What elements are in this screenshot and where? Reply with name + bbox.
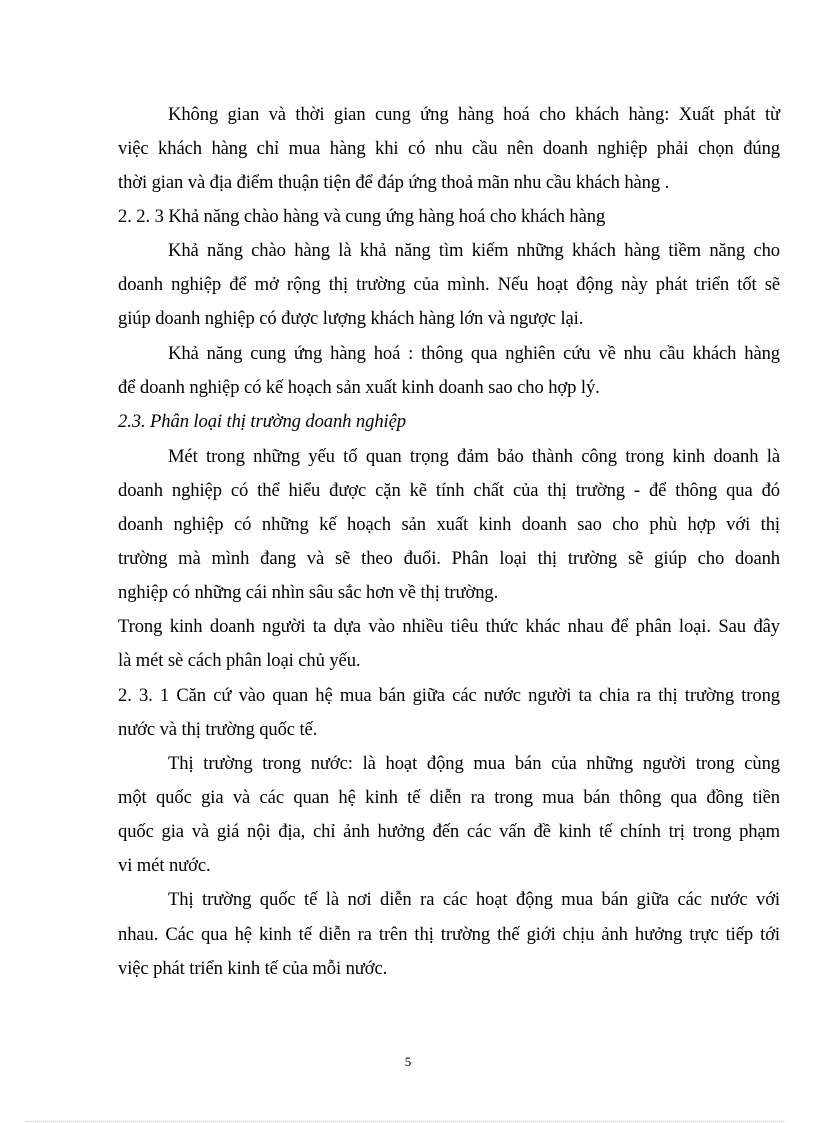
paragraph-line: nghiệp có những cái nhìn sâu sắc hơn về thị trường.	[118, 582, 499, 603]
paragraph-line: việc phát triển kinh tế của mỗi nước.	[118, 958, 388, 979]
paragraph-line: doanh nghiệp có những kế hoạch sản xuất kinh doanh sao cho phù hợp với thị	[118, 514, 780, 535]
paragraph-line: Thị trường trong nước: là hoạt động mua bán của những người trong cùng	[168, 753, 780, 774]
paragraph-line: Khả năng cung ứng hàng hoá : thông qua nghiên cứu về nhu cầu khách hàng	[168, 343, 780, 364]
paragraph-line: Mét trong những yếu tố quan trọng đảm bảo thành công trong kinh doanh là	[168, 446, 780, 467]
section-heading: 2.3. Phân loại thị trường doanh nghiệp	[118, 411, 406, 432]
section-heading: 2. 3. 1 Căn cứ vào quan hệ mua bán giữa các nước người ta chia ra thị trường trong	[118, 685, 780, 706]
page-footer-divider	[26, 1121, 786, 1122]
paragraph-line: một quốc gia và các quan hệ kinh tế diễn ra trong mua bán thông qua đồng tiền	[118, 787, 780, 808]
paragraph-line: giúp doanh nghiệp có được lượng khách hàng lớn và ngược lại.	[118, 308, 584, 329]
paragraph-line: Thị trường quốc tế là nơi diễn ra các hoạt động mua bán giữa các nước với	[168, 889, 780, 910]
paragraph-line: Không gian và thời gian cung ứng hàng hoá cho khách hàng: Xuất phát từ	[168, 104, 780, 125]
paragraph-line: doanh nghiệp để mở rộng thị trường của mình. Nếu hoạt động này phát triển tốt sẽ	[118, 274, 780, 295]
section-heading: 2. 2. 3 Khả năng chào hàng và cung ứng hàng hoá cho khách hàng	[118, 206, 606, 227]
paragraph-line: việc khách hàng chỉ mua hàng khi có nhu cầu nên doanh nghiệp phải chọn đúng	[118, 138, 780, 159]
paragraph-line: quốc gia và giá nội địa, chỉ ảnh hưởng đến các vấn đề kinh tế chính trị trong phạm	[118, 821, 780, 842]
paragraph-line: để doanh nghiệp có kế hoạch sản xuất kinh doanh sao cho hợp lý.	[118, 377, 600, 398]
paragraph-line: vi mét nước.	[118, 855, 211, 876]
paragraph-line: Trong kinh doanh người ta dựa vào nhiều tiêu thức khác nhau để phân loại. Sau đây	[118, 616, 780, 637]
paragraph-line: nhau. Các qua hệ kinh tế diễn ra trên thị trường thế giới chịu ảnh hưởng trực tiếp tới	[118, 924, 780, 945]
page-number: 5	[404, 1054, 412, 1069]
paragraph-line: doanh nghiệp có thể hiểu được cặn kẽ tính chất của thị trường - để thông qua đó	[118, 480, 780, 501]
paragraph-line: Khả năng chào hàng là khả năng tìm kiếm những khách hàng tiềm năng cho	[168, 240, 780, 261]
paragraph-line: thời gian và địa điểm thuận tiện để đáp ứng thoả mãn nhu cầu khách hàng .	[118, 172, 670, 193]
paragraph-line: là mét sè cách phân loại chủ yếu.	[118, 650, 361, 671]
paragraph-line: trường mà mình đang và sẽ theo đuổi. Phân loại thị trường sẽ giúp cho doanh	[118, 548, 780, 569]
section-heading: nước và thị trường quốc tế.	[118, 719, 318, 740]
